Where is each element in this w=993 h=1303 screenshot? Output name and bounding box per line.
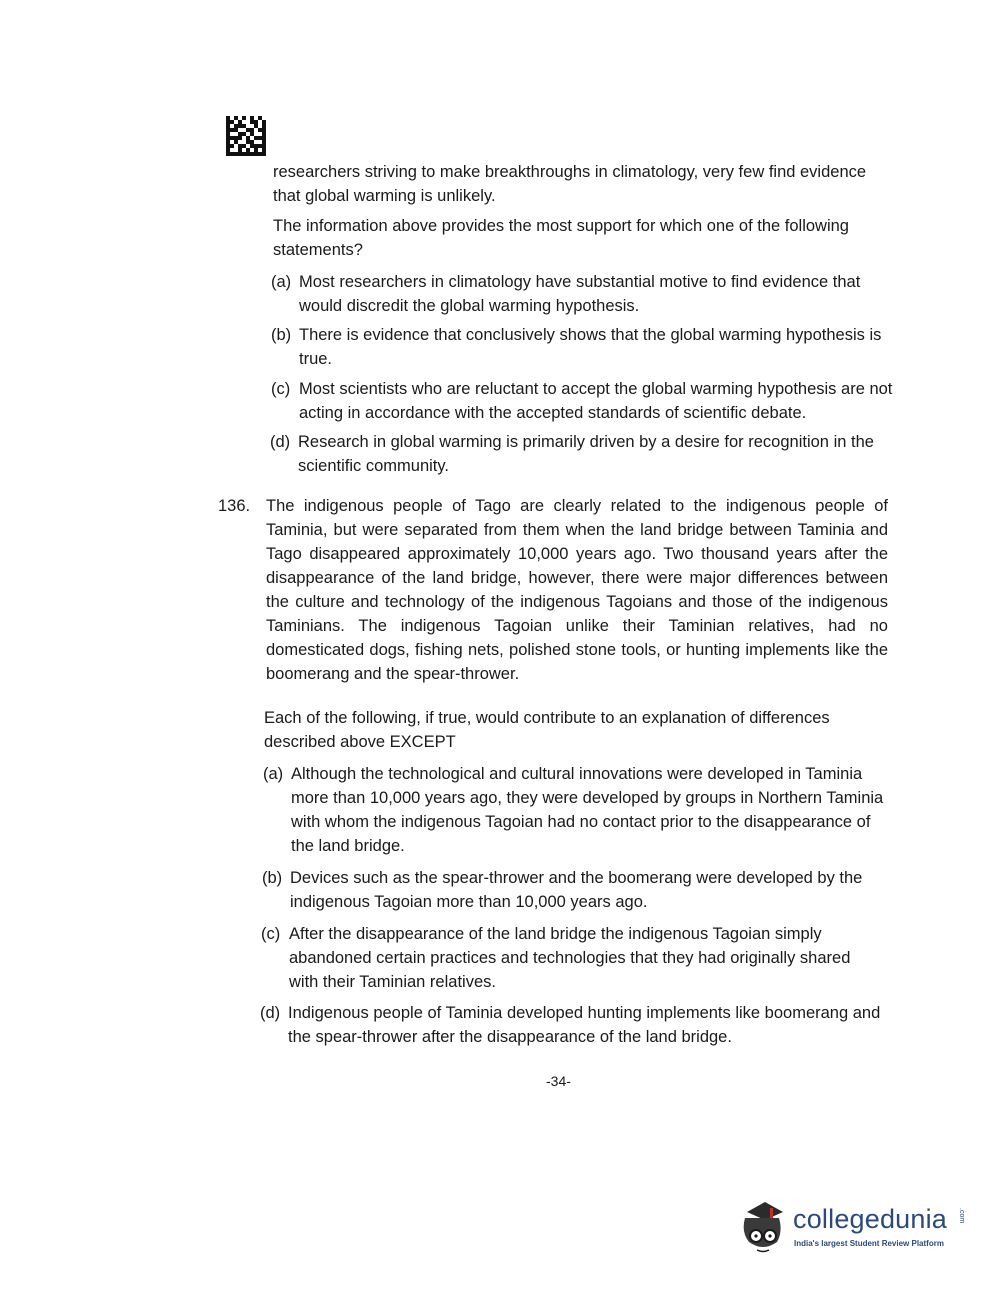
q136-option-b — [262, 866, 884, 914]
option-label: (c) — [271, 380, 291, 398]
q135-option-b — [271, 323, 893, 371]
option-text: Indigenous people of Taminia developed hunting implements like boomerang and the spear-thrower after the disappearance of the land bridge. — [288, 1004, 881, 1046]
question-number: 136. — [218, 497, 251, 515]
option-text: Most researchers in climatology have substantial motive to find evidence that would discredit the global warming hypothesis. — [299, 273, 861, 315]
option-label: (b) — [271, 326, 292, 344]
brand-name: collegedunia — [793, 1204, 948, 1234]
q135-option-a — [271, 270, 893, 318]
continuation-paragraph: researchers striving to make breakthroughs in climatology, very few find evidence that global warming is unlikely. — [273, 163, 867, 205]
page-number: -34- — [546, 1073, 571, 1089]
datamatrix-barcode — [226, 116, 266, 156]
option-text: Most scientists who are reluctant to accept the global warming hypothesis are not acting in accordance with the accepted standards of scientific debate. — [299, 380, 893, 422]
continuation-text — [273, 160, 895, 208]
q136-option-c — [261, 922, 883, 994]
q135-option-d — [270, 430, 892, 478]
q135-prompt-text: The information above provides the most support for which one of the following statements? — [273, 217, 849, 259]
option-text: After the disappearance of the land bridge the indigenous Tagoian simply abandoned certain practices and technologies that they had originally shared with their Taminian relatives. — [289, 925, 851, 991]
option-label: (a) — [263, 765, 284, 783]
q135-prompt — [273, 214, 895, 262]
option-label: (a) — [271, 273, 292, 291]
q136-option-a — [263, 762, 885, 858]
option-label: (d) — [270, 433, 291, 451]
option-label: (b) — [262, 869, 283, 887]
q135-option-c — [271, 377, 893, 425]
q136-prompt — [264, 706, 886, 754]
option-label: (d) — [260, 1004, 281, 1022]
option-text: Research in global warming is primarily driven by a desire for recognition in the scientific community. — [298, 433, 874, 475]
brand-tagline: India's largest Student Review Platform — [794, 1239, 944, 1248]
q136-prompt-text: Each of the following, if true, would contribute to an explanation of differences described above EXCEPT — [264, 709, 830, 751]
option-label: (c) — [261, 925, 281, 943]
q136-option-d — [260, 1001, 882, 1049]
option-text: Although the technological and cultural innovations were developed in Taminia more than 10,000 years ago, they were developed by groups in Northern Taminia with whom the indigenous Tagoian had no contact prior to the disappearance of the land bridge. — [291, 765, 884, 855]
q136-passage-text: The indigenous people of Tago are clearly related to the indigenous people of Taminia, but were separated from them when the land bridge between Taminia and Tago disappeared approximately 10,000 years ago. Two thousand years after the disappearance of the land bridge, however, there were major differences between the culture and technology of the indigenous Tagoians and those of the indigenous Taminians. The indigenous Tagoian unlike their Taminian relatives, had no domesticated dogs, fishing nets, polished stone tools, or hunting implements like the boomerang and the spear-thrower. — [266, 497, 888, 683]
q136-passage — [266, 494, 888, 686]
brand-dotcom: .com — [958, 1208, 965, 1224]
option-text: Devices such as the spear-thrower and the boomerang were developed by the indigenous Tagoian more than 10,000 years ago. — [290, 869, 863, 911]
option-text: There is evidence that conclusively shows that the global warming hypothesis is true. — [299, 326, 882, 368]
student-mascot-icon — [737, 1196, 789, 1254]
collegedunia-logo — [737, 1196, 965, 1260]
